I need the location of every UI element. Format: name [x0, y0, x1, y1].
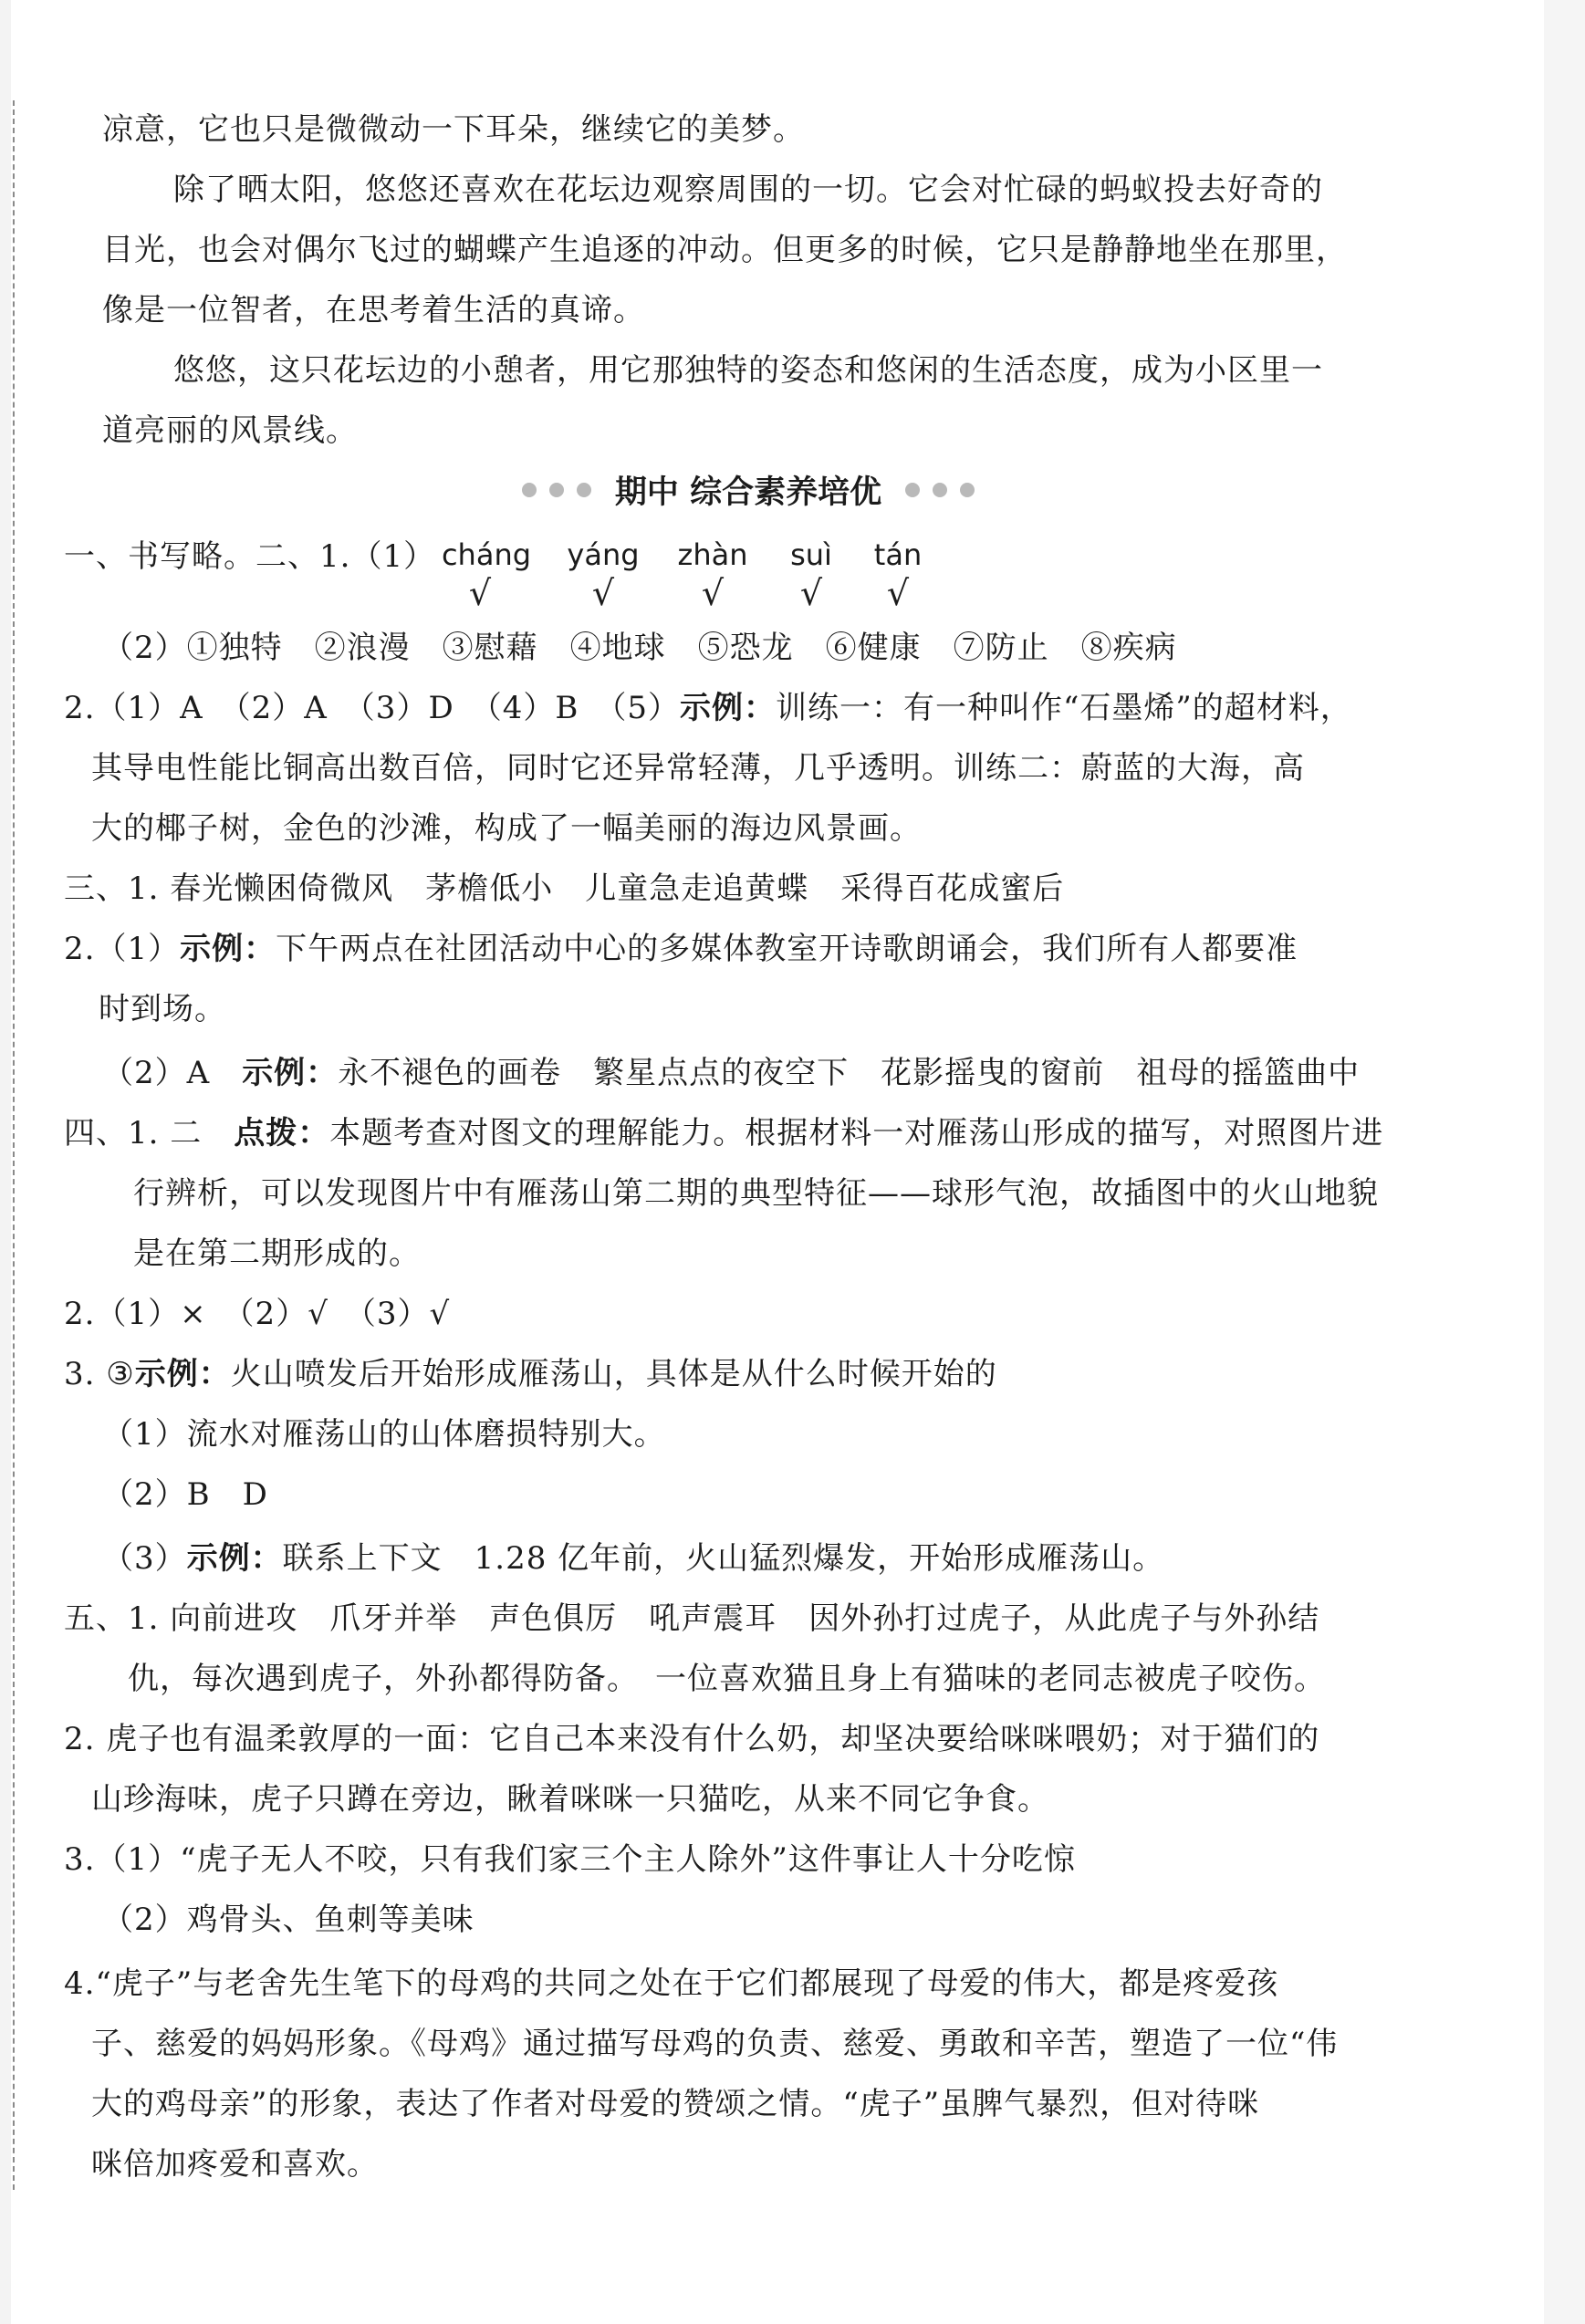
answer-text: 2.（1）: [64, 931, 181, 967]
dot-icon: [549, 483, 564, 497]
pinyin-3: zhàn: [677, 537, 748, 572]
pinyin-2: yáng: [567, 537, 640, 572]
answer-line: （2）①独特 ②浪漫 ③慰藉 ④地球 ⑤恐龙 ⑥健康 ⑦防止 ⑧疾病: [102, 630, 1177, 666]
example-label: 示例：: [134, 1356, 231, 1392]
answer-line: 山珍海味，虎子只蹲在旁边，瞅着咪咪一只猫吃，从来不同它争食。: [91, 1781, 1049, 1818]
answer-line: 2. 虎子也有温柔敦厚的一面：它自己本来没有什么奶，却坚决要给咪咪喂奶；对于猫们的: [64, 1721, 1320, 1757]
passage-line: 悠悠，这只花坛边的小憩者，用它那独特的姿态和悠闲的生活态度，成为小区里一: [173, 352, 1323, 389]
answer-line: 大的椰子树，金色的沙滩，构成了一幅美丽的海边风景画。: [91, 810, 922, 847]
answer-text: （3）: [102, 1540, 187, 1577]
passage-line: 道亮丽的风景线。: [102, 412, 358, 449]
passage-line: 凉意，它也只是微微动一下耳朵，继续它的美梦。: [102, 111, 805, 148]
answer-line: 大的鸡母亲”的形象，表达了作者对母爱的赞颂之情。“虎子”虽脾气暴烈，但对待咪: [91, 2086, 1260, 2122]
answer-line: [102, 1051, 1360, 1095]
answer-text: 训练一：有一种叫作“石墨烯”的超材料，: [775, 690, 1352, 726]
dot-icon: [933, 483, 947, 497]
example-label: 示例：: [679, 690, 776, 726]
answer-line: （1）流水对雁荡山的山体磨损特别大。: [102, 1416, 666, 1453]
answer-line: 4.“虎子”与老舍先生笔下的母鸡的共同之处在于它们都展现了母爱的伟大，都是疼爱孩: [64, 1965, 1279, 2002]
check-mark-icon: √: [799, 573, 823, 613]
dot-icon: [905, 483, 920, 497]
answer-text: 本题考查对图文的理解能力。根据材料一对雁荡山形成的描写，对照图片进: [329, 1115, 1384, 1152]
answer-line: 一、书写略。二、1.（1）: [64, 538, 436, 575]
answer-line: 五、1. 向前进攻 爪牙并举 声色俱厉 吼声震耳 因外孙打过虎子，从此虎子与外孙结: [64, 1600, 1320, 1637]
example-label: 示例：: [242, 1055, 339, 1091]
answer-text: 永不褪色的画卷 繁星点点的夜空下 花影摇曳的窗前 祖母的摇篮曲中: [338, 1055, 1361, 1091]
answer-line: 2.（1）× （2）√ （3）√: [64, 1296, 451, 1332]
answer-line: [64, 927, 1298, 971]
answer-line: 三、1. 春光懒困倚微风 茅檐低小 儿童急走追黄蝶 采得百花成蜜后: [64, 870, 1065, 907]
answer-line: [64, 686, 1352, 730]
check-mark-icon: √: [701, 573, 725, 613]
answer-line: 行辨析，可以发现图片中有雁荡山第二期的典型特征——球形气泡，故插图中的火山地貌: [133, 1175, 1379, 1212]
pinyin-4: suì: [790, 537, 832, 572]
passage-line: 目光，也会对偶尔飞过的蝴蝶产生追逐的冲动。但更多的时候，它只是静静地坐在那里，: [102, 232, 1348, 268]
answer-text: 下午两点在社团活动中心的多媒体教室开诗歌朗诵会，我们所有人都要准: [276, 931, 1298, 967]
section-title-text: 期中 综合素养培优: [614, 474, 882, 511]
answer-line: （2）B D: [102, 1476, 268, 1513]
pinyin-1: cháng: [441, 537, 532, 572]
check-mark-icon: √: [468, 573, 492, 613]
answer-text: 2.（1）A （2）A （3）D （4）B （5）: [64, 690, 680, 726]
answer-line: [64, 1111, 1383, 1155]
answer-line: 子、慈爱的妈妈形象。《母鸡》通过描写母鸡的负责、慈爱、勇敢和辛苦，塑造了一位“伟: [91, 2026, 1339, 2062]
answer-text: 联系上下文 1.28 亿年前，火山猛烈爆发，开始形成雁荡山。: [282, 1540, 1165, 1577]
check-mark-icon: √: [886, 573, 910, 613]
answer-text: 3. ③: [64, 1356, 135, 1392]
answer-line: [64, 1352, 997, 1396]
answer-text: 四、1. 二: [64, 1115, 235, 1152]
tip-label: 点拨：: [234, 1115, 330, 1152]
passage-line: 除了晒太阳，悠悠还喜欢在花坛边观察周围的一切。它会对忙碌的蚂蚁投去好奇的: [173, 172, 1323, 208]
check-mark-icon: √: [591, 573, 615, 613]
passage-line: 像是一位智者，在思考着生活的真谛。: [102, 292, 645, 328]
pinyin-5: tán: [873, 537, 923, 572]
answer-line: 是在第二期形成的。: [133, 1235, 421, 1272]
answer-line: （2）鸡骨头、鱼刺等美味: [102, 1902, 474, 1938]
answer-line: 3.（1）“虎子无人不咬，只有我们家三个主人除外”这件事让人十分吃惊: [64, 1841, 1076, 1878]
answer-line: [102, 1537, 1164, 1580]
dot-icon: [960, 483, 975, 497]
answer-line: 其导电性能比铜高出数百倍，同时它还异常轻薄，几乎透明。训练二：蔚蓝的大海，高: [91, 750, 1305, 787]
answer-line: 咪倍加疼爱和喜欢。: [91, 2146, 379, 2183]
section-title: [493, 467, 1004, 513]
dot-icon: [522, 483, 537, 497]
answer-line: 时到场。: [99, 991, 226, 1027]
example-label: 示例：: [186, 1540, 283, 1577]
answer-line: 仇，每次遇到虎子，外孙都得防备。 一位喜欢猫且身上有猫味的老同志被虎子咬伤。: [128, 1661, 1326, 1697]
dot-icon: [577, 483, 591, 497]
example-label: 示例：: [180, 931, 276, 967]
answer-text: （2）A: [102, 1055, 243, 1091]
answer-text: 火山喷发后开始形成雁荡山，具体是从什么时候开始的: [230, 1356, 997, 1392]
